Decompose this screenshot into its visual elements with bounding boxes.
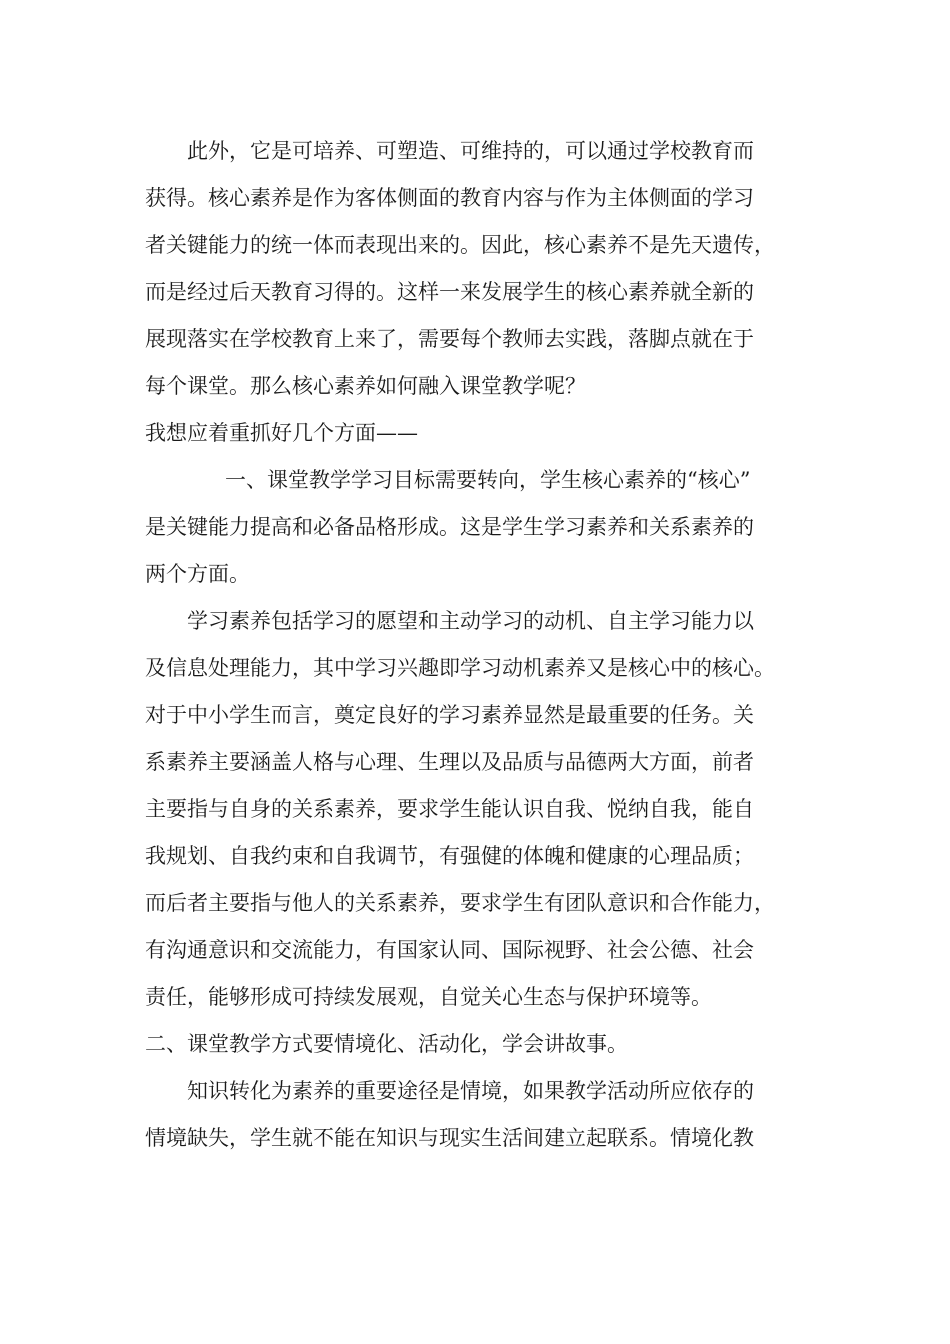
text-line: 有沟通意识和交流能力，有国家认同、国际视野、社会公德、社会 — [145, 938, 754, 962]
text-line: 知识转化为素养的重要途径是情境，如果教学活动所应依存的 — [187, 1079, 754, 1103]
text-line: 是关键能力提高和必备品格形成。这是学生学习素养和关系素养的 — [145, 515, 754, 539]
section-heading-two: 二、课堂教学方式要情境化、活动化，学会讲故事。 — [145, 1032, 628, 1056]
text-line: 责任，能够形成可持续发展观，自觉关心生态与保护环境等。 — [145, 985, 712, 1009]
text-line: 对于中小学生而言，奠定良好的学习素养显然是最重要的任务。关 — [145, 703, 754, 727]
text-line: 展现落实在学校教育上来了，需要每个教师去实践，落脚点就在于 — [145, 327, 754, 351]
paragraph-lead-in — [145, 410, 810, 457]
text-line: 学习素养包括学习的愿望和主动学习的动机、自主学习能力以 — [187, 609, 754, 633]
body-text — [145, 128, 810, 1162]
text-line: 及信息处理能力，其中学习兴趣即学习动机素养又是核心中的核心。 — [145, 656, 775, 680]
text-line: 我想应着重抓好几个方面—— — [145, 421, 418, 445]
paragraph-point-one — [145, 457, 810, 598]
section-heading-one: 一、课堂教学学习目标需要转向，学生核心素养的“核心” — [225, 468, 751, 492]
text-line: 此外，它是可培养、可塑造、可维持的，可以通过学校教育而 — [187, 139, 754, 163]
text-line: 主要指与自身的关系素养，要求学生能认识自我、悦纳自我，能自 — [145, 797, 754, 821]
text-line: 系素养主要涵盖人格与心理、生理以及品质与品德两大方面，前者 — [145, 750, 754, 774]
text-line: 情境缺失，学生就不能在知识与现实生活间建立起联系。情境化教 — [145, 1126, 754, 1150]
paragraph-learning-literacy — [145, 598, 810, 1021]
text-line: 我规划、自我约束和自我调节，有强健的体魄和健康的心理品质； — [145, 844, 754, 868]
text-line: 每个课堂。那么核心素养如何融入课堂教学呢？ — [145, 374, 586, 398]
text-line: 两个方面。 — [145, 562, 250, 586]
text-line: 而是经过后天教育习得的。这样一来发展学生的核心素养就全新的 — [145, 280, 754, 304]
text-line: 而后者主要指与他人的关系素养，要求学生有团队意识和合作能力， — [145, 891, 775, 915]
paragraph-intro — [145, 128, 810, 410]
text-line: 者关键能力的统一体而表现出来的。因此，核心素养不是先天遗传， — [145, 233, 775, 257]
paragraph-point-two — [145, 1021, 810, 1068]
paragraph-situational-teaching — [145, 1068, 810, 1162]
text-line: 获得。核心素养是作为客体侧面的教育内容与作为主体侧面的学习 — [145, 186, 754, 210]
